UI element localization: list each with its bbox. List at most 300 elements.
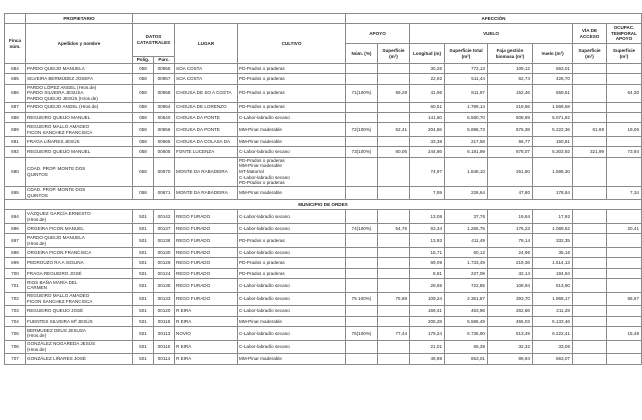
cell-sup-total: 1.789,14 xyxy=(445,102,488,112)
cell-long: 7,59 xyxy=(410,186,445,200)
table-row xyxy=(5,147,642,157)
cell-parc: 00955 xyxy=(154,64,175,74)
cell-cultivo: C-Labor-labradío secano xyxy=(238,279,346,293)
cell-parc: 00120 xyxy=(154,306,175,316)
cell-faja: 219,36 xyxy=(488,258,533,268)
header-vuelo: VUELO xyxy=(410,24,573,44)
cell-cultivo: PD-Prados o praderas xyxy=(238,84,346,102)
cell-sup-total: 511,44 xyxy=(445,74,488,84)
header-parc: Parc. xyxy=(154,57,175,64)
cell-nombre: ORGEIRA FICON MANUEL xyxy=(26,223,133,233)
cell-apoyo-sup xyxy=(378,186,410,200)
table-row xyxy=(5,186,642,200)
table-row xyxy=(5,74,642,84)
header-cultivo: CULTIVO xyxy=(238,24,346,64)
cell-nombre: PARDO QUEIJO MANUELA (Hros.de) xyxy=(26,234,133,248)
cell-cultivo: MM-Pinar maderable xyxy=(238,186,346,200)
cell-finca: 705 xyxy=(5,327,26,341)
cell-lugar: REGO FURADO xyxy=(175,268,238,278)
cell-vuelo: 160,81 xyxy=(533,136,573,146)
cell-parc: 00670 xyxy=(154,157,175,186)
header-faja-gestion: Faja gestión biomasa (m²) xyxy=(488,44,533,64)
cell-faja: 89,94 xyxy=(488,354,533,364)
cell-apoyo-num xyxy=(346,340,378,354)
cell-finca: 688 xyxy=(5,112,26,122)
cell-sup-total: 5.580,70 xyxy=(445,112,488,122)
cell-polig: 501 xyxy=(133,327,154,341)
cell-sup-total: 653,01 xyxy=(445,354,488,364)
cell-apoyo-sup xyxy=(378,306,410,316)
cell-finca: 690 xyxy=(5,157,26,186)
header-propietario: PROPIETARIO xyxy=(26,14,133,24)
cell-apoyo-num xyxy=(346,279,378,293)
cell-vuelo: 211,28 xyxy=(533,306,573,316)
cell-lugar: CHOUSA DE SO A COSTA xyxy=(175,84,238,102)
cell-faja: 878,07 xyxy=(488,147,533,157)
cell-acceso xyxy=(573,279,607,293)
cell-acceso xyxy=(573,234,607,248)
cell-acceso xyxy=(573,102,607,112)
cell-apoyo-num xyxy=(346,157,378,186)
cell-nombre: GONZÁLEZ LIÑARES JOSÉ xyxy=(26,354,133,364)
cell-sup-total: 37,76 xyxy=(445,210,488,224)
cell-lugar: REGO FURADO xyxy=(175,258,238,268)
cell-acceso: 321,99 xyxy=(573,147,607,157)
cell-faja: 176,23 xyxy=(488,223,533,233)
cell-nombre: BERMUDEZ DEUS JESUSA (Hros.de) xyxy=(26,327,133,341)
cell-parc: 00958 xyxy=(154,84,175,102)
header-afeccion: AFECCIÓN xyxy=(346,14,642,24)
cell-long: 74,97 xyxy=(410,157,445,186)
cell-nombre: FRAGA LIÑARES JESÚS xyxy=(26,136,133,146)
header-num-pct: Núm. (%) xyxy=(346,44,378,64)
cell-sup-total: 226,64 xyxy=(445,186,488,200)
cell-ocup: 20,41 xyxy=(607,223,642,233)
cell-nombre: RIOS BAÑA MARÍA DEL CARMEN xyxy=(26,279,133,293)
cell-polig: 058 xyxy=(133,147,154,157)
cell-apoyo-num xyxy=(346,74,378,84)
cell-ocup xyxy=(607,306,642,316)
cell-apoyo-sup xyxy=(378,210,410,224)
cell-polig: 058 xyxy=(133,123,154,137)
cell-finca: 689 xyxy=(5,123,26,137)
cell-ocup: 19,06 xyxy=(607,123,642,137)
cell-vuelo: 5.133,46 xyxy=(533,316,573,326)
cell-faja: 56,77 xyxy=(488,136,533,146)
table-row xyxy=(5,316,642,326)
cell-lugar: CHOUSA DA PONTE xyxy=(175,123,238,137)
cell-faja: 82,74 xyxy=(488,74,533,84)
cell-cultivo: PD-Prados o praderas xyxy=(238,234,346,248)
cell-cultivo: PD-Prados o praderas MM-Pinar maderable MT-Matorral C-Labor-labradío secano PD-Prados o praderas xyxy=(238,157,346,186)
cell-nombre: SILVEIRA BERMÚDEZ JOSEFA xyxy=(26,74,133,84)
table-row xyxy=(5,64,642,74)
cell-polig: 058 xyxy=(133,84,154,102)
header-ocupac-temporal: OCUPAC. TEMPORAL APOYO xyxy=(607,24,642,44)
cell-polig: 058 xyxy=(133,102,154,112)
cell-nombre: PEDROUZO RA A ISOLINA xyxy=(26,258,133,268)
cell-apoyo-sup xyxy=(378,74,410,84)
cell-apoyo-num: 71(100%) xyxy=(346,84,378,102)
cell-long: 49,98 xyxy=(410,354,445,364)
cell-cultivo: MM-Pinar maderable xyxy=(238,123,346,137)
cell-lugar: FONTE LUCENZA xyxy=(175,147,238,157)
cell-apoyo-sup xyxy=(378,64,410,74)
cell-long: 13,93 xyxy=(410,234,445,248)
cell-cultivo: C-Labor-labradío secano xyxy=(238,147,346,157)
cell-cultivo: MM-Pinar maderable xyxy=(238,316,346,326)
cell-parc: 00135 xyxy=(154,279,175,293)
cell-parc: 00640 xyxy=(154,112,175,122)
cell-acceso xyxy=(573,258,607,268)
cell-faja: 676,38 xyxy=(488,123,533,137)
cell-parc: 00113 xyxy=(154,327,175,341)
cell-ocup xyxy=(607,316,642,326)
table-row xyxy=(5,354,642,364)
cell-nombre: PARDO LÓPEZ ANGEL (Hros.de) PARDO SILVEIRA JESUSA PARDO QUEIJO JESÚS (Hros.de) xyxy=(26,84,133,102)
cell-apoyo-sup xyxy=(378,268,410,278)
cell-apoyo-num xyxy=(346,247,378,257)
cell-nombre: FUENTES SILVEIRA Mª JESÚS xyxy=(26,316,133,326)
cell-ocup: 15,48 xyxy=(607,327,642,341)
cell-lugar: R EIRA xyxy=(175,306,238,316)
cell-vuelo: 1.569,58 xyxy=(533,102,573,112)
cell-polig: 501 xyxy=(133,210,154,224)
cell-nombre: REGUEIRO MALLO AMADEO FICON SANCHEZ FRANCISCA xyxy=(26,292,133,306)
cell-apoyo-num xyxy=(346,112,378,122)
cell-lugar: R EIRA xyxy=(175,316,238,326)
cell-long: 63,34 xyxy=(410,223,445,233)
cell-lugar: R EIRA xyxy=(175,354,238,364)
cell-apoyo-sup: 54,76 xyxy=(378,223,410,233)
cell-apoyo-sup: 77,44 xyxy=(378,327,410,341)
cell-polig: 501 xyxy=(133,354,154,364)
cell-vuelo: 659,51 xyxy=(533,84,573,102)
cell-lugar: CHOUSA DA PONTE xyxy=(175,112,238,122)
cell-cultivo: MM-Pinar maderable xyxy=(238,354,346,364)
cell-cultivo: C-Labor-labradío secano xyxy=(238,340,346,354)
header-lugar: LUGAR xyxy=(175,24,238,64)
cell-sup-total: 5.586,49 xyxy=(445,316,488,326)
cell-acceso xyxy=(573,64,607,74)
affected-properties-table xyxy=(4,13,642,365)
cell-polig: 058 xyxy=(133,112,154,122)
cell-vuelo: 35,16 xyxy=(533,247,573,257)
cell-sup-total: 1.733,49 xyxy=(445,258,488,268)
cell-long: 60,51 xyxy=(410,102,445,112)
cell-sup-total: 60,12 xyxy=(445,247,488,257)
cell-long: 41,96 xyxy=(410,84,445,102)
header-polig: Polig. xyxy=(133,57,154,64)
cell-faja: 508,89 xyxy=(488,112,533,122)
cell-sup-total: 65,38 xyxy=(445,340,488,354)
cell-lugar: SOA COSTA xyxy=(175,74,238,84)
cell-cultivo: C-Labor-labradío secano xyxy=(238,112,346,122)
cell-faja: 219,56 xyxy=(488,102,533,112)
header-superficie-total: Superficie total (m²) xyxy=(445,44,488,64)
cell-finca: 699 xyxy=(5,258,26,268)
cell-finca: 697 xyxy=(5,234,26,248)
cell-nombre: PARDO QUEIJO MANUELA xyxy=(26,64,133,74)
cell-cultivo: PD-Prados o praderas xyxy=(238,268,346,278)
cell-cultivo: PD-Prados o praderas xyxy=(238,258,346,268)
cell-polig: 501 xyxy=(133,223,154,233)
cell-faja: 455,03 xyxy=(488,316,533,326)
cell-faja: 32,32 xyxy=(488,340,533,354)
cell-faja: 152,46 xyxy=(488,84,533,102)
cell-sup-total: 2.361,87 xyxy=(445,292,488,306)
cell-vuelo: 563,07 xyxy=(533,354,573,364)
cell-long: 69,09 xyxy=(410,258,445,268)
cell-sup-total: 811,97 xyxy=(445,84,488,102)
cell-parc: 00665 xyxy=(154,136,175,146)
cell-parc: 00133 xyxy=(154,292,175,306)
cell-vuelo: 1.968,17 xyxy=(533,292,573,306)
table-row xyxy=(5,268,642,278)
cell-long: 30,26 xyxy=(410,64,445,74)
cell-long: 179,24 xyxy=(410,327,445,341)
cell-faja: 262,66 xyxy=(488,306,533,316)
cell-polig: 501 xyxy=(133,316,154,326)
table-row xyxy=(5,112,642,122)
cell-nombre: REGUEIRO QUEIJO MANUEL xyxy=(26,112,133,122)
cell-apoyo-sup xyxy=(378,102,410,112)
cell-sup-total: 463,96 xyxy=(445,306,488,316)
header-ocupac-superficie: Superficie (m²) xyxy=(607,44,642,64)
table-row xyxy=(5,223,642,233)
cell-faja: 513,49 xyxy=(488,327,533,341)
cell-vuelo: 613,90 xyxy=(533,279,573,293)
cell-polig: 501 xyxy=(133,258,154,268)
table-row xyxy=(5,340,642,354)
cell-ocup: 66,67 xyxy=(607,292,642,306)
cell-vuelo: 1.089,52 xyxy=(533,223,573,233)
cell-vuelo: 332,35 xyxy=(533,234,573,248)
cell-ocup xyxy=(607,354,642,364)
cell-finca: 706 xyxy=(5,340,26,354)
cell-long: 109,24 xyxy=(410,292,445,306)
cell-long: 13,08 xyxy=(410,210,445,224)
cell-long: 8,81 xyxy=(410,268,445,278)
cell-apoyo-num xyxy=(346,306,378,316)
cell-ocup: 7,34 xyxy=(607,186,642,200)
header-apoyo-superficie: Superficie (m²) xyxy=(378,44,410,64)
header-acceso-superficie: Superficie (m²) xyxy=(573,44,607,64)
cell-finca: 691 xyxy=(5,136,26,146)
cell-long: 169,41 xyxy=(410,306,445,316)
cell-nombre: CDAD. PROP. MONTE DOS QUINTOS xyxy=(26,157,133,186)
cell-nombre: VÁZQUEZ GARCÍA ERNESTO (Hros.de) xyxy=(26,210,133,224)
cell-cultivo: PD-Prados o praderas xyxy=(238,74,346,84)
cell-polig: 501 xyxy=(133,279,154,293)
cell-vuelo: 5.222,36 xyxy=(533,123,573,137)
cell-apoyo-sup: 75,69 xyxy=(378,292,410,306)
table-row xyxy=(5,84,642,102)
cell-apoyo-num xyxy=(346,64,378,74)
cell-apoyo-num xyxy=(346,102,378,112)
cell-faja: 24,96 xyxy=(488,247,533,257)
cell-lugar: REGO FURADO xyxy=(175,234,238,248)
cell-polig: 058 xyxy=(133,186,154,200)
cell-parc: 00130 xyxy=(154,247,175,257)
header-apoyo: APOYO xyxy=(346,24,410,44)
cell-vuelo: 663,01 xyxy=(533,64,573,74)
cell-sup-total: 217,58 xyxy=(445,136,488,146)
cell-ocup xyxy=(607,210,642,224)
table-row xyxy=(5,327,642,341)
cell-apoyo-sup xyxy=(378,136,410,146)
cell-apoyo-num: 74(100%) xyxy=(346,223,378,233)
cell-ocup xyxy=(607,102,642,112)
cell-apoyo-sup xyxy=(378,316,410,326)
header-blank xyxy=(5,14,26,24)
cell-lugar: CHOUSA DE LORENZO xyxy=(175,102,238,112)
cell-lugar: REGO FURADO xyxy=(175,279,238,293)
cell-acceso xyxy=(573,157,607,186)
cell-apoyo-num: 73(100%) xyxy=(346,147,378,157)
cell-long: 204,56 xyxy=(410,123,445,137)
cell-parc: 00605 xyxy=(154,147,175,157)
cell-lugar: REGO FURADO xyxy=(175,247,238,257)
cell-finca: 707 xyxy=(5,354,26,364)
cell-ocup xyxy=(607,268,642,278)
cell-nombre: REGUEIRO QUEIJO JOSÉ xyxy=(26,306,133,316)
cell-acceso xyxy=(573,354,607,364)
cell-vuelo: 1.596,30 xyxy=(533,157,573,186)
cell-vuelo: 17,92 xyxy=(533,210,573,224)
cell-apoyo-sup xyxy=(378,279,410,293)
cell-apoyo-sup xyxy=(378,354,410,364)
cell-apoyo-sup xyxy=(378,112,410,122)
cell-acceso xyxy=(573,268,607,278)
cell-ocup xyxy=(607,136,642,146)
cell-finca: 685 xyxy=(5,74,26,84)
cell-faja: 19,84 xyxy=(488,210,533,224)
cell-long: 33,38 xyxy=(410,136,445,146)
cell-finca: 702 xyxy=(5,292,26,306)
cell-faja: 32,14 xyxy=(488,268,533,278)
table-row xyxy=(5,306,642,316)
table-row xyxy=(5,102,642,112)
cell-lugar: REGO FURADO xyxy=(175,210,238,224)
cell-sup-total: 772,13 xyxy=(445,64,488,74)
cell-ocup xyxy=(607,157,642,186)
cell-finca: 700 xyxy=(5,268,26,278)
table-row xyxy=(5,292,642,306)
cell-apoyo-num: 76(100%) xyxy=(346,327,378,341)
cell-polig: 501 xyxy=(133,234,154,248)
cell-vuelo: 5.303,92 xyxy=(533,147,573,157)
cell-cultivo: C-Labor-labradío secano xyxy=(238,223,346,233)
cell-ocup xyxy=(607,340,642,354)
cell-sup-total: 5.898,73 xyxy=(445,123,488,137)
cell-lugar: NOVIO xyxy=(175,327,238,341)
cell-apoyo-sup xyxy=(378,340,410,354)
cell-sup-total: 722,85 xyxy=(445,279,488,293)
cell-parc: 00142 xyxy=(154,210,175,224)
cell-acceso xyxy=(573,306,607,316)
cell-faja: 393,70 xyxy=(488,292,533,306)
cell-parc: 00129 xyxy=(154,258,175,268)
cell-apoyo-sup xyxy=(378,234,410,248)
cell-parc: 00656 xyxy=(154,123,175,137)
cell-long: 29,65 xyxy=(410,279,445,293)
cell-ocup xyxy=(607,64,642,74)
cell-polig: 501 xyxy=(133,306,154,316)
cell-acceso xyxy=(573,186,607,200)
cell-apoyo-num xyxy=(346,136,378,146)
cell-apoyo-sup: 59,29 xyxy=(378,84,410,102)
cell-lugar: R EIRA xyxy=(175,340,238,354)
header-apellidos: Apellidos y nombre xyxy=(26,24,133,64)
cell-polig: 501 xyxy=(133,340,154,354)
cell-apoyo-num xyxy=(346,234,378,248)
cell-long: 22,92 xyxy=(410,74,445,84)
cell-lugar: REGO FURADO xyxy=(175,223,238,233)
cell-lugar: MONTE DA RABADEIRA xyxy=(175,186,238,200)
cell-ocup: 64,30 xyxy=(607,84,642,102)
cell-nombre: FRAGA REGUEIRO JOSÉ xyxy=(26,268,133,278)
cell-acceso xyxy=(573,136,607,146)
section-row xyxy=(5,200,642,210)
header-datos-catastrales: DATOS CATASTRALES xyxy=(133,24,175,57)
cell-cultivo: C-Labor-labradío secano xyxy=(238,247,346,257)
table-row xyxy=(5,123,642,137)
cell-finca: 692 xyxy=(5,147,26,157)
cell-polig: 058 xyxy=(133,64,154,74)
cell-finca: 694 xyxy=(5,210,26,224)
cell-acceso xyxy=(573,327,607,341)
cell-vuelo: 33,06 xyxy=(533,340,573,354)
cell-faja: 109,12 xyxy=(488,64,533,74)
cell-parc: 00118 xyxy=(154,316,175,326)
table-row xyxy=(5,234,642,248)
cell-finca: 701 xyxy=(5,279,26,293)
cell-parc: 00115 xyxy=(154,340,175,354)
cell-long: 141,60 xyxy=(410,112,445,122)
cell-acceso: 61,69 xyxy=(573,123,607,137)
cell-apoyo-num xyxy=(346,210,378,224)
cell-finca: 686 xyxy=(5,84,26,102)
cell-apoyo-num xyxy=(346,268,378,278)
cell-apoyo-num xyxy=(346,258,378,268)
cell-parc: 00114 xyxy=(154,354,175,364)
cell-sup-total: 227,09 xyxy=(445,268,488,278)
cell-long: 21,01 xyxy=(410,340,445,354)
cell-parc: 00136 xyxy=(154,234,175,248)
cell-finca: 704 xyxy=(5,316,26,326)
cell-apoyo-sup: 60,06 xyxy=(378,147,410,157)
cell-ocup xyxy=(607,74,642,84)
cell-apoyo-num: 75 100%) xyxy=(346,292,378,306)
cell-nombre: PARDO QUEIJO ANGEL (Hros.de) xyxy=(26,102,133,112)
cell-vuelo: 178,84 xyxy=(533,186,573,200)
cell-long: 15,71 xyxy=(410,247,445,257)
cell-acceso xyxy=(573,292,607,306)
cell-polig: 501 xyxy=(133,247,154,257)
cell-cultivo: C-Labor-labradío secano xyxy=(238,210,346,224)
cell-long: 244,86 xyxy=(410,147,445,157)
cell-vuelo: 5.071,82 xyxy=(533,112,573,122)
cell-apoyo-sup xyxy=(378,247,410,257)
cell-finca: 695 xyxy=(5,186,26,200)
cell-parc: 00137 xyxy=(154,223,175,233)
table-body xyxy=(5,64,642,365)
cell-apoyo-num xyxy=(346,316,378,326)
cell-sup-total: 1.848,10 xyxy=(445,157,488,186)
table-row xyxy=(5,258,642,268)
header-longitud: Longitud (m) xyxy=(410,44,445,64)
